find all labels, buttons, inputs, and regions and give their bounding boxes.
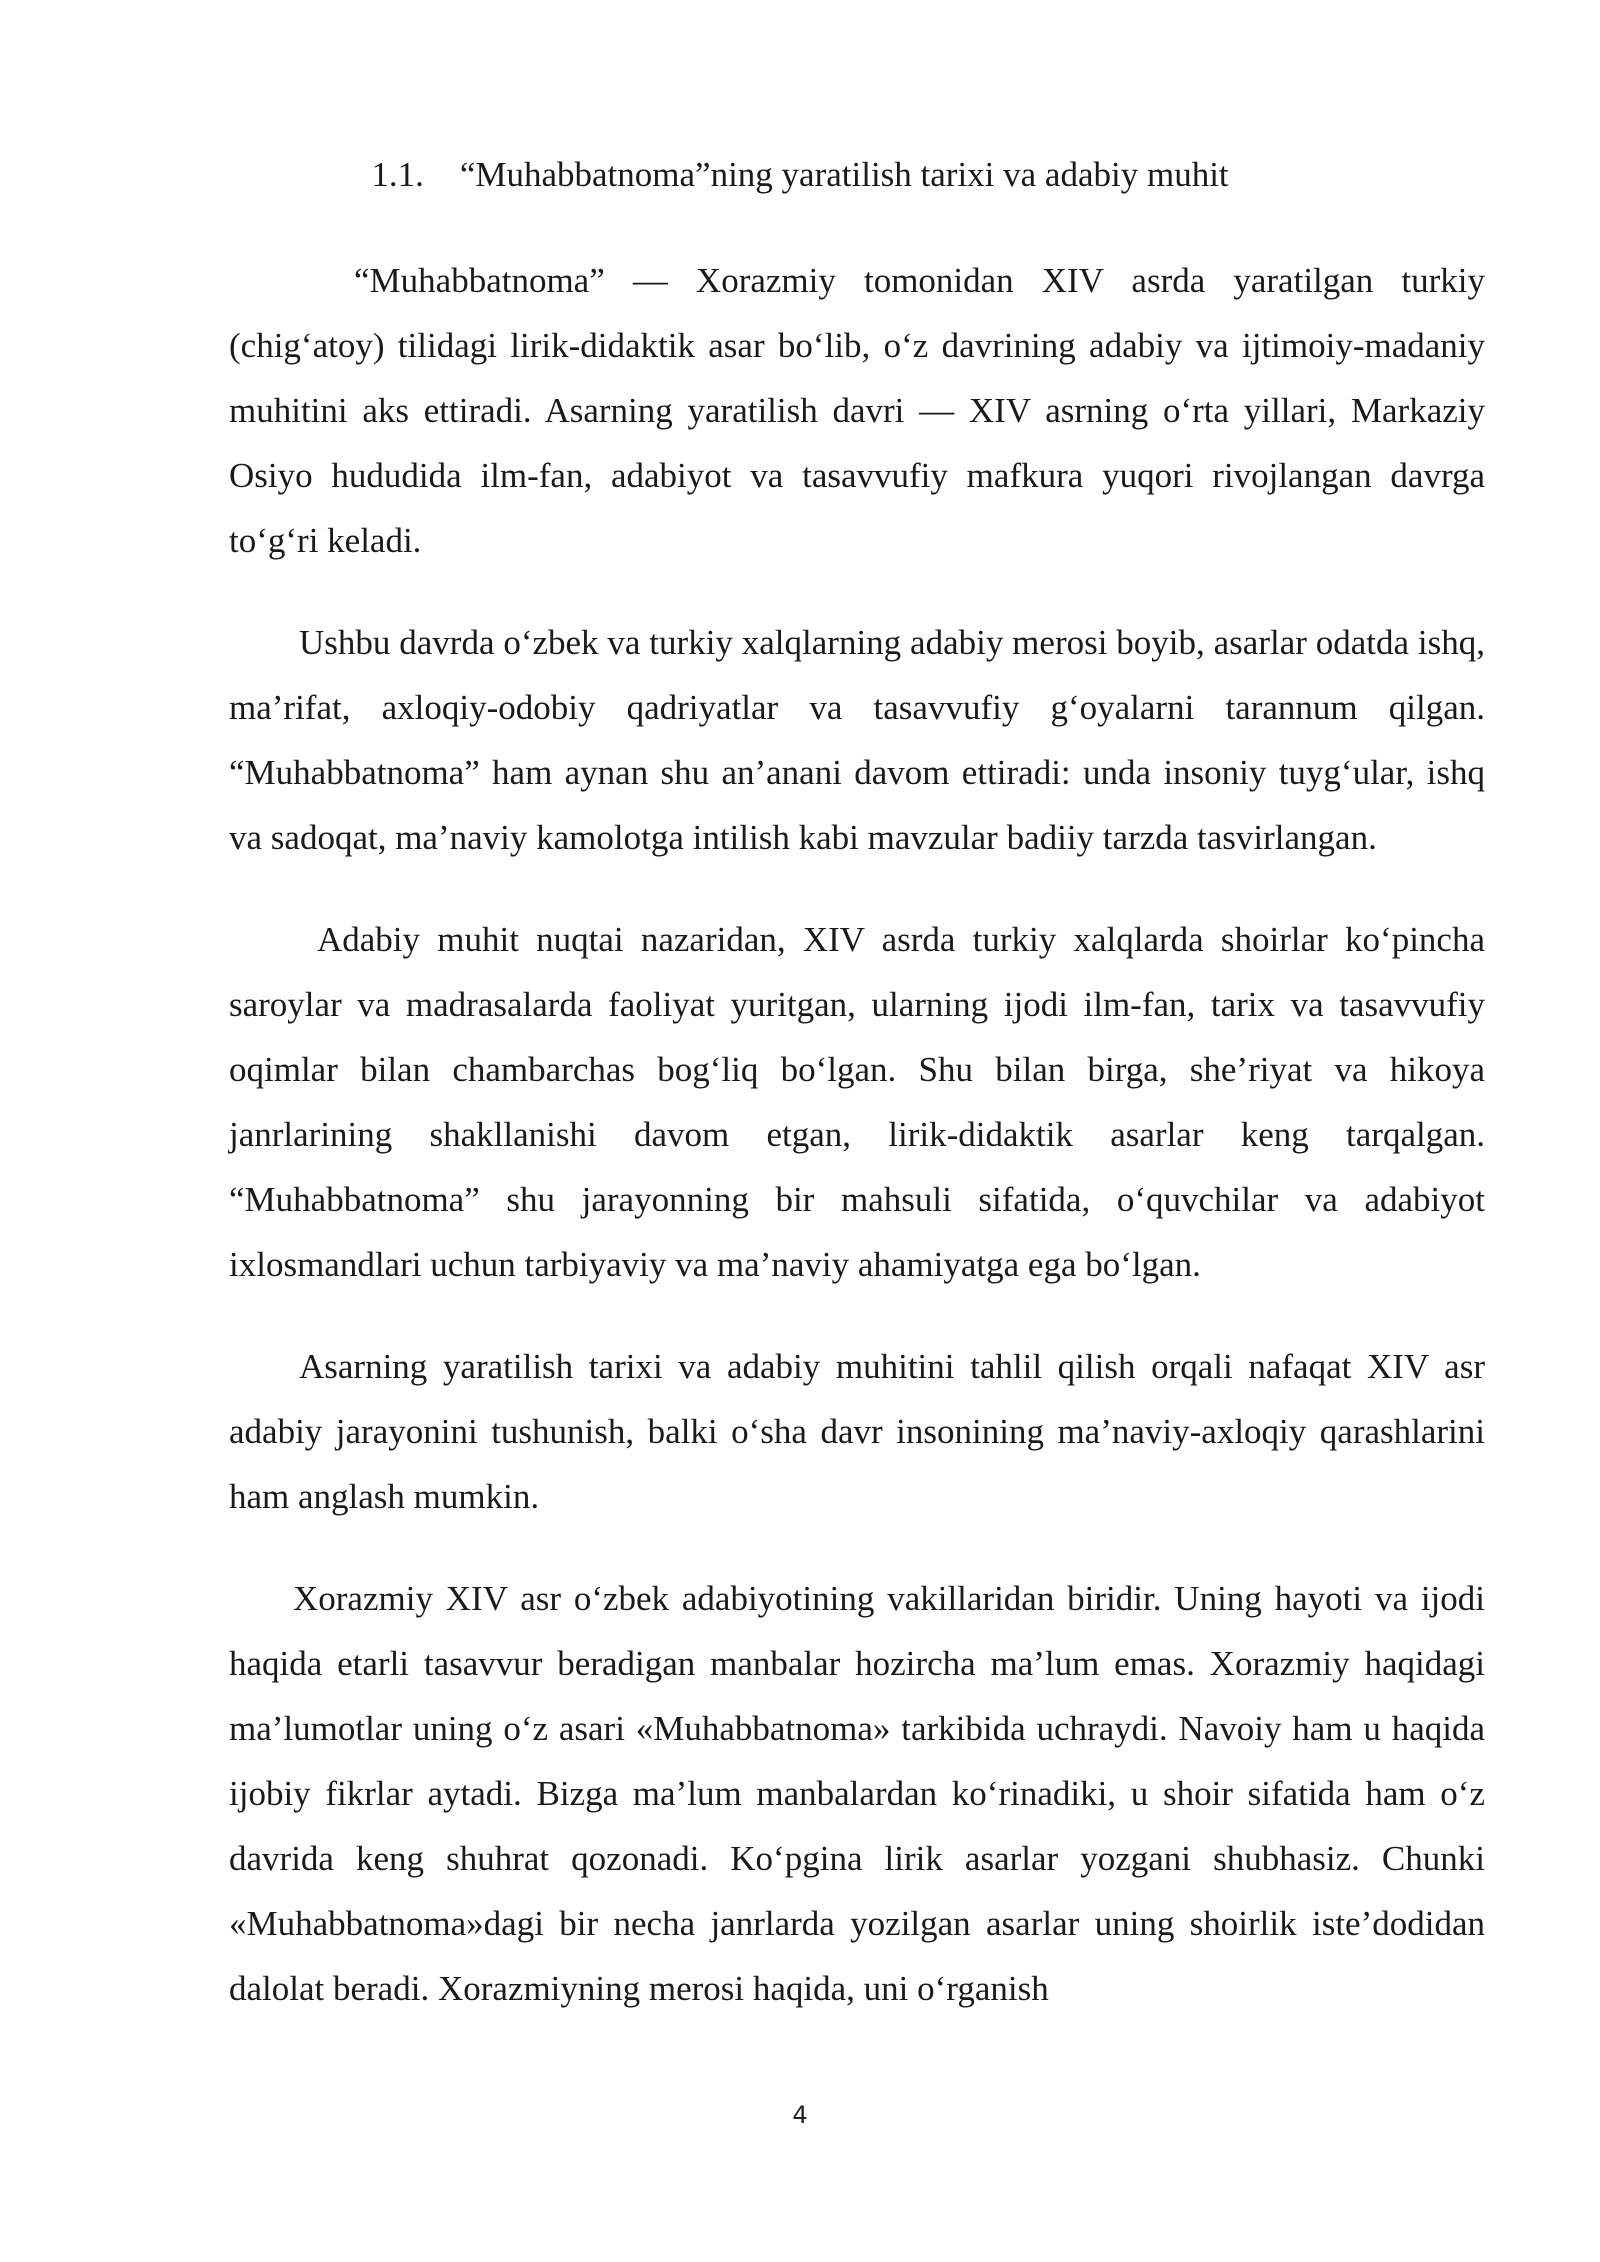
paragraph-4: Asarning yaratilish tarixi va adabiy muhitini tahlil qilish orqali nafaqat XIV asr adabiy jarayonini tushunish, balki o‘sha davr insonining ma’naviy-axloqiy qarashlarini ham anglash mumkin. xyxy=(229,1347,1485,1516)
paragraph-3: Adabiy muhit nuqtai nazaridan, XIV asrda turkiy xalqlarda shoirlar ko‘pincha saroylar va madrasalarda faoliyat yuritgan, ularning ijodi ilm-fan, tarix va tasavvufiy oqimlar bilan chambarchas bog‘liq bo‘lgan. Shu bilan birga, she’riyat va hikoya janrlarining shakllanishi davom etgan, lirik-didaktik asarlar keng tarqalgan. “Muhabbatnoma” shu jarayonning bir mahsuli sifatida, o‘quvchilar va adabiyot ixlosmandlari uchun tarbiyaviy va ma’naviy ahamiyatga ega bo‘lgan. xyxy=(229,920,1485,1284)
page-number: 4 xyxy=(792,2101,808,2129)
section-number: 1.1. xyxy=(371,155,424,194)
paragraph-5: Xorazmiy XIV asr o‘zbek adabiyotining vakillaridan biridir. Uning hayoti va ijodi haqida etarli tasavvur beradigan manbalar hozircha ma’lum emas. Xorazmiy haqidagi ma’lumotlar uning o‘z asari «Muhabbatnoma» tarkibida uchraydi. Navoiy ham u haqida ijobiy fikrlar aytadi. Bizga ma’lum manbalardan ko‘rinadiki, u shoir sifatida ham o‘z davrida keng shuhrat qozonadi. Ko‘pgina lirik asarlar yozgani shubhasiz. Chunki «Muhabbatnoma»dagi bir necha janrlarda yozilgan asarlar uning shoirlik iste’dodidan dalolat beradi. Xorazmiyning merosi haqida, uni o‘rganish xyxy=(229,1579,1485,2008)
paragraph-1: “Muhabbatnoma” — Xorazmiy tomonidan XIV asrda yaratilgan turkiy (chig‘atoy) tilidagi lirik-didaktik asar bo‘lib, o‘z davrining adabiy va ijtimoiy-madaniy muhitini aks ettiradi. Asarning yaratilish davri — XIV asrning o‘rta yillari, Markaziy Osiyo hududida ilm-fan, adabiyot va tasavvufiy mafkura yuqori rivojlangan davrga to‘g‘ri keladi. xyxy=(229,261,1485,560)
body-text xyxy=(229,248,1485,2058)
section-title: “Muhabbatnoma”ning yaratilish tarixi va adabiy muhit xyxy=(459,155,1229,194)
section-heading xyxy=(0,152,1600,198)
paragraph-2: Ushbu davrda o‘zbek va turkiy xalqlarning adabiy merosi boyib, asarlar odatda ishq, ma’rifat, axloqiy-odobiy qadriyatlar va tasavvufiy g‘oyalarni tarannum qilgan. “Muhabbatnoma” ham aynan shu an’anani davom ettiradi: unda insoniy tuyg‘ular, ishq va sadoqat, ma’naviy kamolotga intilish kabi mavzular badiiy tarzda tasvirlangan. xyxy=(229,623,1485,857)
